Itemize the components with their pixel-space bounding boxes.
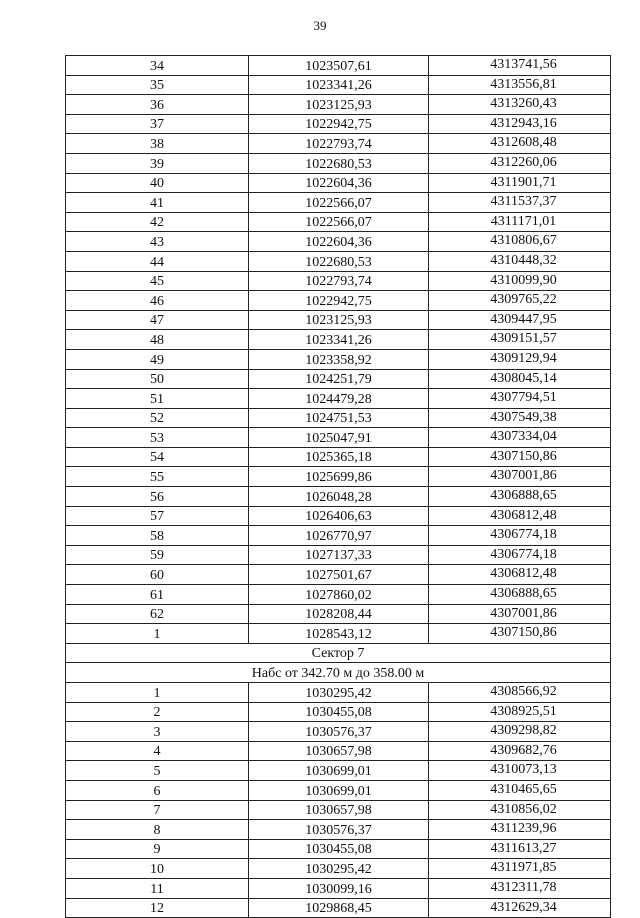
point-number: 53 [66, 428, 249, 448]
y-coordinate: 4307334,04 [429, 428, 611, 448]
point-number: 62 [66, 604, 249, 624]
table-row [66, 114, 611, 134]
point-number: 50 [66, 369, 249, 389]
table-row [66, 271, 611, 291]
point-number: 59 [66, 545, 249, 565]
x-coordinate: 1028208,44 [249, 604, 429, 624]
y-coordinate: 4313556,81 [429, 75, 611, 95]
point-number: 57 [66, 506, 249, 526]
point-number: 42 [66, 212, 249, 232]
y-coordinate: 4310448,32 [429, 251, 611, 271]
x-coordinate: 1022604,36 [249, 232, 429, 252]
x-coordinate: 1030699,01 [249, 780, 429, 800]
x-coordinate: 1030099,16 [249, 878, 429, 898]
y-coordinate: 4312629,34 [429, 898, 611, 918]
table-row [66, 741, 611, 761]
x-coordinate: 1024479,28 [249, 389, 429, 409]
y-coordinate: 4312608,48 [429, 134, 611, 154]
table-row [66, 526, 611, 546]
table-row [66, 389, 611, 409]
point-number: 47 [66, 310, 249, 330]
table-row [66, 624, 611, 644]
point-number: 49 [66, 349, 249, 369]
point-number: 6 [66, 780, 249, 800]
point-number: 45 [66, 271, 249, 291]
point-number: 44 [66, 251, 249, 271]
table-row [66, 545, 611, 565]
y-coordinate: 4308925,51 [429, 702, 611, 722]
point-number: 38 [66, 134, 249, 154]
coordinates-table-top [66, 56, 611, 644]
x-coordinate: 1028543,12 [249, 624, 429, 644]
coordinates-table-bottom [66, 683, 611, 918]
y-coordinate: 4306812,48 [429, 506, 611, 526]
x-coordinate: 1022942,75 [249, 291, 429, 311]
y-coordinate: 4310465,65 [429, 780, 611, 800]
y-coordinate: 4311171,01 [429, 212, 611, 232]
sector-title-row [66, 643, 611, 663]
y-coordinate: 4312260,06 [429, 153, 611, 173]
table-row [66, 95, 611, 115]
x-coordinate: 1023341,26 [249, 330, 429, 350]
x-coordinate: 1026406,63 [249, 506, 429, 526]
y-coordinate: 4306812,48 [429, 565, 611, 585]
x-coordinate: 1025047,91 [249, 428, 429, 448]
table-row [66, 467, 611, 487]
y-coordinate: 4307549,38 [429, 408, 611, 428]
y-coordinate: 4310099,90 [429, 271, 611, 291]
x-coordinate: 1025365,18 [249, 447, 429, 467]
coordinates-table [65, 55, 611, 918]
table-row [66, 369, 611, 389]
table-row [66, 75, 611, 95]
x-coordinate: 1023358,92 [249, 349, 429, 369]
table-row [66, 56, 611, 76]
point-number: 60 [66, 565, 249, 585]
point-number: 48 [66, 330, 249, 350]
point-number: 3 [66, 722, 249, 742]
point-number: 52 [66, 408, 249, 428]
table-row [66, 173, 611, 193]
y-coordinate: 4306888,65 [429, 487, 611, 507]
table-row [66, 761, 611, 781]
point-number: 41 [66, 193, 249, 213]
sector-range-row [66, 663, 611, 683]
y-coordinate: 4309129,94 [429, 349, 611, 369]
x-coordinate: 1023125,93 [249, 95, 429, 115]
table-row [66, 487, 611, 507]
y-coordinate: 4310073,13 [429, 761, 611, 781]
x-coordinate: 1022680,53 [249, 251, 429, 271]
x-coordinate: 1023125,93 [249, 310, 429, 330]
y-coordinate: 4311971,85 [429, 859, 611, 879]
x-coordinate: 1026048,28 [249, 487, 429, 507]
point-number: 12 [66, 898, 249, 918]
y-coordinate: 4307150,86 [429, 624, 611, 644]
x-coordinate: 1030455,08 [249, 702, 429, 722]
table-row [66, 800, 611, 820]
point-number: 56 [66, 487, 249, 507]
y-coordinate: 4311239,96 [429, 820, 611, 840]
table-row [66, 683, 611, 703]
point-number: 58 [66, 526, 249, 546]
point-number: 34 [66, 56, 249, 76]
table-row [66, 878, 611, 898]
x-coordinate: 1030455,08 [249, 839, 429, 859]
y-coordinate: 4306888,65 [429, 585, 611, 605]
y-coordinate: 4308566,92 [429, 683, 611, 703]
point-number: 9 [66, 839, 249, 859]
x-coordinate: 1025699,86 [249, 467, 429, 487]
table-row [66, 859, 611, 879]
x-coordinate: 1027501,67 [249, 565, 429, 585]
y-coordinate: 4307001,86 [429, 604, 611, 624]
table-row [66, 702, 611, 722]
y-coordinate: 4309151,57 [429, 330, 611, 350]
y-coordinate: 4309765,22 [429, 291, 611, 311]
table-row [66, 212, 611, 232]
x-coordinate: 1027860,02 [249, 585, 429, 605]
table-row [66, 408, 611, 428]
x-coordinate: 1029868,45 [249, 898, 429, 918]
y-coordinate: 4310806,67 [429, 232, 611, 252]
x-coordinate: 1024251,79 [249, 369, 429, 389]
point-number: 55 [66, 467, 249, 487]
y-coordinate: 4309682,76 [429, 741, 611, 761]
sector-range: Набс от 342.70 м до 358.00 м [66, 663, 611, 683]
y-coordinate: 4308045,14 [429, 369, 611, 389]
y-coordinate: 4312311,78 [429, 878, 611, 898]
table-row [66, 153, 611, 173]
y-coordinate: 4307794,51 [429, 389, 611, 409]
point-number: 40 [66, 173, 249, 193]
y-coordinate: 4307150,86 [429, 447, 611, 467]
point-number: 43 [66, 232, 249, 252]
x-coordinate: 1023507,61 [249, 56, 429, 76]
table-row [66, 349, 611, 369]
y-coordinate: 4309447,95 [429, 310, 611, 330]
point-number: 5 [66, 761, 249, 781]
table-row [66, 330, 611, 350]
table-row [66, 193, 611, 213]
y-coordinate: 4310856,02 [429, 800, 611, 820]
point-number: 11 [66, 878, 249, 898]
x-coordinate: 1023341,26 [249, 75, 429, 95]
table-row [66, 604, 611, 624]
point-number: 10 [66, 859, 249, 879]
x-coordinate: 1030657,98 [249, 800, 429, 820]
y-coordinate: 4313260,43 [429, 95, 611, 115]
point-number: 37 [66, 114, 249, 134]
x-coordinate: 1022604,36 [249, 173, 429, 193]
table-row [66, 839, 611, 859]
table-row [66, 251, 611, 271]
table-row [66, 506, 611, 526]
y-coordinate: 4311537,37 [429, 193, 611, 213]
y-coordinate: 4312943,16 [429, 114, 611, 134]
x-coordinate: 1024751,53 [249, 408, 429, 428]
point-number: 4 [66, 741, 249, 761]
point-number: 39 [66, 153, 249, 173]
page-number: 39 [313, 18, 327, 33]
x-coordinate: 1026770,97 [249, 526, 429, 546]
y-coordinate: 4313741,56 [429, 56, 611, 76]
y-coordinate: 4306774,18 [429, 545, 611, 565]
point-number: 1 [66, 624, 249, 644]
x-coordinate: 1030699,01 [249, 761, 429, 781]
point-number: 61 [66, 585, 249, 605]
y-coordinate: 4309298,82 [429, 722, 611, 742]
point-number: 54 [66, 447, 249, 467]
table-row [66, 428, 611, 448]
point-number: 1 [66, 683, 249, 703]
sector-title: Сектор 7 [66, 643, 611, 663]
y-coordinate: 4311901,71 [429, 173, 611, 193]
point-number: 36 [66, 95, 249, 115]
table-row [66, 722, 611, 742]
point-number: 2 [66, 702, 249, 722]
point-number: 8 [66, 820, 249, 840]
point-number: 51 [66, 389, 249, 409]
point-number: 46 [66, 291, 249, 311]
table-row [66, 134, 611, 154]
table-row [66, 820, 611, 840]
table-row [66, 565, 611, 585]
table-row [66, 310, 611, 330]
x-coordinate: 1030576,37 [249, 722, 429, 742]
x-coordinate: 1022942,75 [249, 114, 429, 134]
table-row [66, 291, 611, 311]
x-coordinate: 1030657,98 [249, 741, 429, 761]
x-coordinate: 1022793,74 [249, 134, 429, 154]
x-coordinate: 1030295,42 [249, 859, 429, 879]
x-coordinate: 1022793,74 [249, 271, 429, 291]
x-coordinate: 1022566,07 [249, 193, 429, 213]
table-row [66, 585, 611, 605]
y-coordinate: 4311613,27 [429, 839, 611, 859]
x-coordinate: 1030576,37 [249, 820, 429, 840]
x-coordinate: 1027137,33 [249, 545, 429, 565]
y-coordinate: 4307001,86 [429, 467, 611, 487]
point-number: 7 [66, 800, 249, 820]
x-coordinate: 1022566,07 [249, 212, 429, 232]
y-coordinate: 4306774,18 [429, 526, 611, 546]
table-row [66, 232, 611, 252]
point-number: 35 [66, 75, 249, 95]
x-coordinate: 1030295,42 [249, 683, 429, 703]
table-row [66, 780, 611, 800]
x-coordinate: 1022680,53 [249, 153, 429, 173]
table-row [66, 447, 611, 467]
